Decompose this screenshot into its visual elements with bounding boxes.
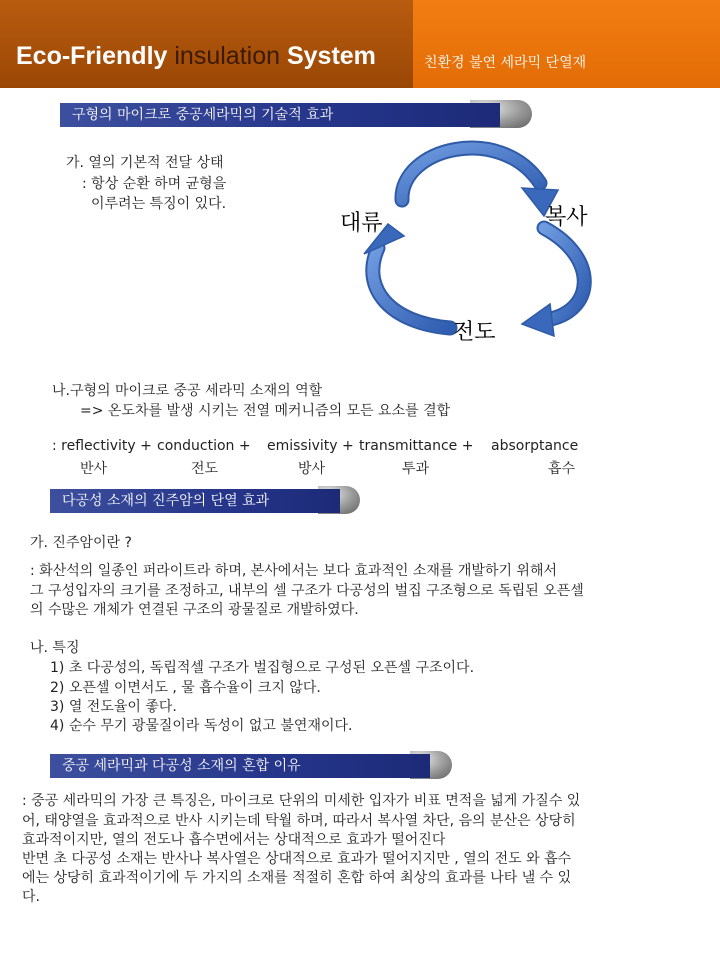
term-en-conduction: conduction + (157, 438, 251, 454)
section1-ga-line1: 가. 열의 기본적 전달 상태 (66, 155, 224, 171)
section3-body-line1: : 중공 세라믹의 가장 큰 특징은, 마이크로 단위의 미세한 입자가 비표 면적을 넓게 가질수 있 (22, 793, 581, 809)
section2-na-title: 나. 특징 (30, 640, 80, 656)
section3-heading: 중공 세라믹과 다공성 소재의 혼합 이유 (50, 754, 430, 778)
section2-ga-body-line2: 그 구성입자의 크기를 조정하고, 내부의 셀 구조가 다공성의 벌집 구조형으로 독립된 오픈셀 (30, 583, 584, 599)
header-banner (0, 0, 720, 88)
cycle-arrow-left (364, 224, 450, 328)
feature-item: 1) 초 다공성의, 독립적셀 구조가 벌집형으로 구성된 오픈셀 구조이다. (50, 660, 475, 676)
term-ko-transmission: 투과 (402, 461, 430, 477)
section1-na-line2: => 온도차를 발생 시키는 전열 메커니즘의 모든 요소를 결합 (80, 403, 451, 419)
section3-body-line5: 에는 상당히 효과적이기에 두 가지의 소재를 적절히 혼합 하여 최상의 효과를 나타 낼 수 있 (22, 870, 572, 886)
cycle-arrow-top (402, 148, 558, 216)
page-subtitle: 친환경 불연 세라믹 단열재 (424, 55, 587, 71)
feature-item: 4) 순수 무기 광물질이라 독성이 없고 불연재이다. (50, 718, 353, 734)
section3-body-line3: 효과적이지만, 열의 전도나 흡수면에서는 상대적으로 효과가 떨어진다 (22, 832, 446, 848)
section3-body-line6: 다. (22, 889, 40, 905)
section1-ga-line3: 이루려는 특징이 있다. (91, 196, 227, 212)
page-title (16, 42, 376, 71)
term-ko-reflection: 반사 (80, 461, 108, 477)
cycle-label-convection: 대류 (340, 211, 383, 236)
cycle-arrow-right (522, 228, 584, 336)
title-part-2: insulation (174, 42, 281, 70)
section1-heading: 구형의 마이크로 중공세라믹의 기술적 효과 (60, 103, 500, 127)
section2-ga-body-line3: 의 수많은 개체가 연결된 구조의 광물질로 개발하였다. (30, 602, 359, 618)
term-en-absorptance: absorptance (491, 438, 579, 454)
term-ko-conduction: 전도 (191, 461, 219, 477)
cycle-label-conduction: 전도 (453, 320, 496, 345)
feature-item: 3) 열 전도율이 좋다. (50, 699, 177, 715)
title-part-3: System (280, 42, 376, 70)
term-en-reflectivity: : reflectivity + (52, 438, 152, 454)
term-ko-absorption: 흡수 (548, 461, 576, 477)
title-part-1: Eco-Friendly (16, 42, 175, 70)
header-right-panel (413, 0, 720, 88)
term-en-transmittance: transmittance + (359, 438, 474, 454)
term-ko-emission: 방사 (298, 461, 326, 477)
section2-heading: 다공성 소재의 진주암의 단열 효과 (50, 489, 340, 513)
section1-ga-line2: : 항상 순환 하며 균형을 (82, 176, 227, 192)
section2-ga-body-line1: : 화산석의 일종인 퍼라이트라 하며, 본사에서는 보다 효과적인 소재를 개발하기 위해서 (30, 563, 558, 579)
section1-na-line1: 나.구형의 마이크로 중공 세라믹 소재의 역할 (52, 383, 323, 399)
section3-body-line2: 어, 태양열을 효과적으로 반사 시키는데 탁월 하며, 따라서 복사열 차단, 음의 분산은 상당히 (22, 813, 576, 829)
section3-body-line4: 반면 초 다공성 소재는 반사나 복사열은 상대적으로 효과가 떨어지지만 , 열의 전도 와 흡수 (22, 851, 572, 867)
section2-ga-title: 가. 진주암이란 ? (30, 535, 132, 551)
cycle-label-radiation: 복사 (545, 205, 588, 230)
term-en-emissivity: emissivity + (267, 438, 354, 454)
feature-item: 2) 오픈셀 이면서도 , 물 흡수율이 크지 않다. (50, 680, 321, 696)
